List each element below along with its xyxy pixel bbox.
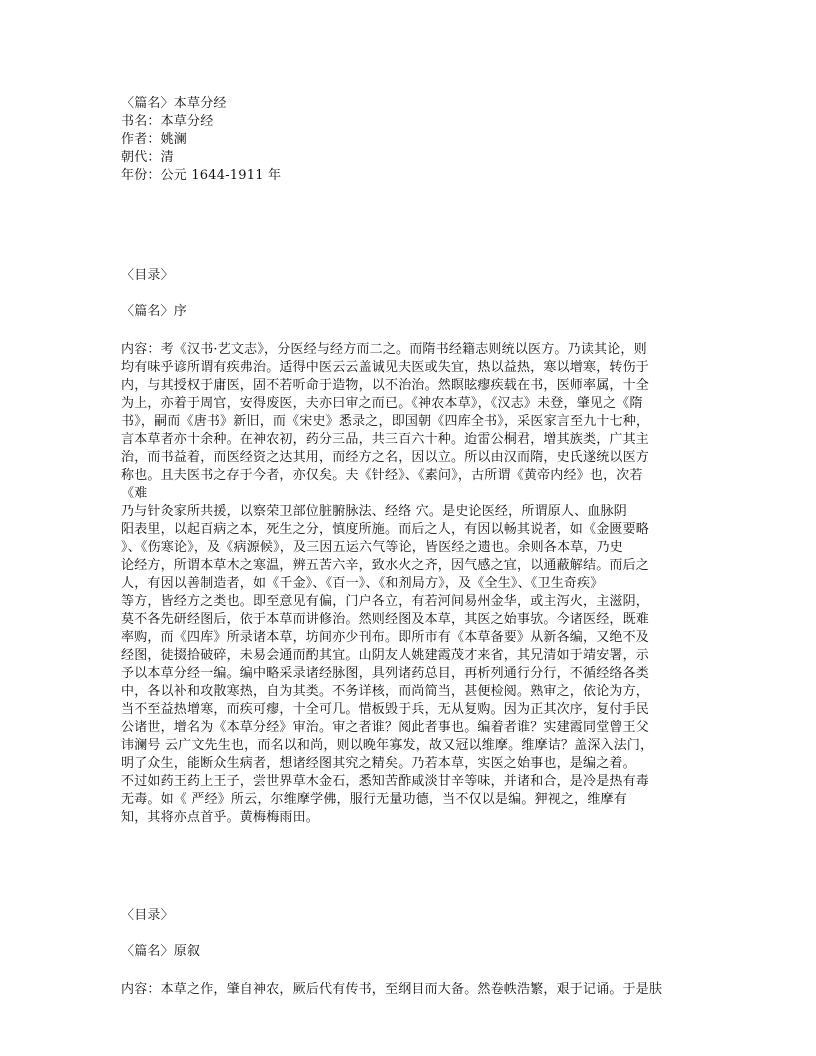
- content-line: 书》，嗣而《唐书》新旧，而《宋史》悉录之，即国朝《四库全书》，采医家言至九十七种，: [121, 414, 650, 429]
- content-line: 论经方，所谓本草木之寒温，辨五苦六辛，致水火之齐，因气感之宜，以通蔽解结。而后之: [121, 558, 650, 573]
- content-line: 当不至益热增寒，而疾可瘳，十全可几。惜板毁于兵，无从复购。因为正其次序，复付手民: [121, 702, 650, 717]
- content-line: 》、《伤寒论》，及《病源候》，及三因五运六气等论，皆医经之遗也。余则各本草，乃史: [121, 540, 624, 555]
- content-line: 人，有因以善制造者，如《千金》、《百一》、《和剂局方》，及《全生》、《卫生奇疾》: [121, 576, 604, 591]
- section-original-foreword: [121, 907, 711, 999]
- dynasty: 朝代：清: [121, 150, 174, 165]
- content-line: 等方，皆经方之类也。即至意见有偏，门户各立，有若河间易州金华，或主泻火，主滋阴，: [121, 594, 650, 609]
- content-line: 内，与其授权于庸医，固不若听命于造物，以不治治。然瞑眩瘳疾载在书，医师率属，十全: [121, 378, 650, 393]
- content-line: 乃与针灸家所共援，以察荣卫部位脏腑脉法、经络 穴。是史论医经，所谓原人、血脉阴: [121, 504, 627, 519]
- content-line: 无毒。如《 严经》所云，尔维摩学佛，服行无量功德，当不仅以是编。狎视之，维摩有: [121, 792, 627, 807]
- content-line: 为上，亦着于周官，安得废医，夫亦曰审之而已。《神农本草》，《汉志》未登，肇见之《隋: [121, 396, 643, 411]
- content-line: 明了众生，能断众生病者，想诸经图其究之精矣。乃若本草，实医之始事也，是编之着。: [121, 756, 636, 771]
- content-line: 阳表里，以起百病之本，死生之分，慎度所施。而后之人，有因以畅其说者，如《金匮要略: [121, 522, 650, 537]
- book-metadata: [121, 95, 711, 185]
- content-line: 率购，而《四库》所录诸本草，坊间亦少刊布。即所市有《本草备要》从新各编，又绝不及: [121, 630, 650, 645]
- content-line: 治，而书益着，而医经资之达其用，而经方之名，因以立。所以由汉而隋，史氏遂统以医方: [121, 450, 650, 465]
- content-line: 内容：本草之作，肇自神农，厥后代有传书，至纲目而大备。然卷帙浩繁，艰于记诵。于是肤: [121, 982, 663, 997]
- section-content: [121, 981, 711, 999]
- section-title: 〈篇名〉序: [121, 304, 188, 319]
- section-title: 〈篇名〉原叙: [121, 944, 201, 959]
- book-name: 书名：本草分经: [121, 114, 214, 129]
- content-line: 知，其将亦点首乎。黄梅梅雨田。: [121, 810, 320, 825]
- content-line: 中，各以补和攻散寒热，自为其类。不务详核，而尚简当，甚便检阅。熟审之，依论为方，: [121, 684, 650, 699]
- content-line: 内容：考《汉书·艺文志》，分医经与经方而二之。而隋书经籍志则统以医方。乃读其论，则: [121, 342, 647, 357]
- author: 作者：姚澜: [121, 132, 188, 147]
- content-line: 《难: [121, 486, 148, 501]
- content-line: 予以本草分经一编。编中略采录诸经脉图，具列诸药总目，再析列通行分行，不循经络各类: [121, 666, 650, 681]
- content-line: 称也。且夫医书之存于今者，亦仅矣。夫《针经》、《素问》，古所谓《黄帝内经》也，次若: [121, 468, 643, 483]
- content-line: 均有味乎谚所谓有疾弗治。适得中医云云盖诚见夫医或失宜，热以益热，寒以增寒，转伤于: [121, 360, 650, 375]
- document-page: [121, 95, 711, 999]
- content-line: 公诸世，增名为《本草分经》审治。审之者谁？阅此者事也。编着者谁？实建霞同堂曾王父: [121, 720, 650, 735]
- content-line: 讳澜号 云广文先生也，而名以和尚，则以晚年寡发，故又冠以维摩。维摩诘？盖深入法门，: [121, 738, 654, 753]
- content-line: 莫不各先研经图后，依于本草而讲修治。然则经图及本草，其医之始事欤。今诸医经，既难: [121, 612, 650, 627]
- section-content: [121, 341, 711, 827]
- content-line: 不过如药王药上王子，尝世界草木金石，悉知苦酢咸淡甘辛等味，并诸和合，是冷是热有毒: [121, 774, 650, 789]
- section-preface: [121, 267, 711, 827]
- toc-marker: 〈目录〉: [121, 908, 174, 923]
- content-line: 言本草者亦十余种。在神农初，药分三品，共三百六十种。迨雷公桐君，增其族类，广其主: [121, 432, 650, 447]
- year-range: 年份：公元 1644-1911 年: [121, 168, 282, 183]
- toc-marker: 〈目录〉: [121, 268, 174, 283]
- content-line: 经图，徒掇拾破碎，未易会通而酌其宜。山阴友人姚建霞茂才来省，其兄清如于靖安署，示: [121, 648, 650, 663]
- chapter-title: 〈篇名〉本草分经: [121, 96, 227, 111]
